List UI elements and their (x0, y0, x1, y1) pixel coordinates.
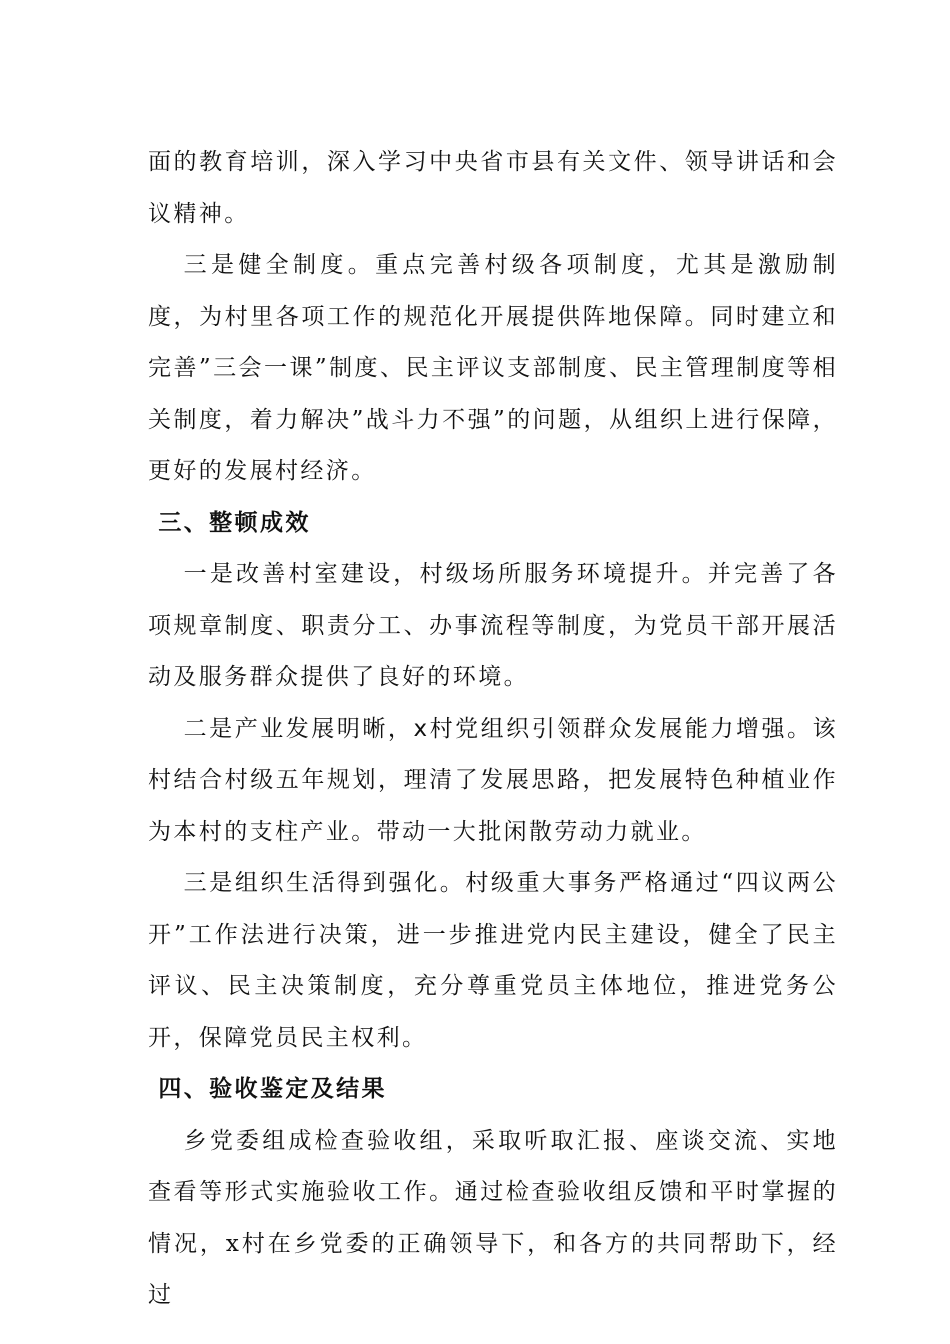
paragraph-lead: 一是改善村室建设，村级场所服务环境提升。 (183, 561, 708, 587)
paragraph-improve-system (148, 240, 838, 498)
paragraph-text: 乡党委组成检查验收组，采取听取汇报、座谈交流、实地查看等形式实施验收工作。通过检查验收组反馈和平时掌握的情况，x村在乡党委的正确领导下，和各方的共同帮助下，经过 (148, 1127, 838, 1308)
section-heading-results: 三、整顿成效 (158, 509, 311, 536)
paragraph-village-building (148, 549, 838, 704)
paragraph-continued (148, 137, 838, 240)
paragraph-text: 面的教育培训，深入学习中央省市县有关文件、领导讲话和会议精神。 (148, 149, 838, 227)
paragraph-lead: 二是产业发展明晰，x村党组织引领群众发展能力增强。 (183, 715, 813, 742)
paragraph-text: 并完善了各项规章制度、职责分工、办事流程等制度，为党员干部开展活动及服务群众提供了良好的环境。 (148, 561, 839, 690)
paragraph-lead: 三是组织生活得到强化。 (183, 870, 466, 896)
paragraph-text: 重点完善村级各项制度，尤其是激励制度，为村里各项工作的规范化开展提供阵地保障。同时建立和完善”三会一课”制度、民主评议支部制度、民主管理制度等相关制度，着力解决”战斗力不强”的问题，从组织上进行保障，更好的发展村经济。 (148, 252, 838, 484)
paragraph-lead: 三是健全制度。 (183, 252, 376, 278)
paragraph-text: 村级重大事务严格通过“四议两公开”工作法进行决策，进一步推进党内民主建设，健全了民主评议、民主决策制度，充分尊重党员主体地位，推进党务公开，保障党员民主权利。 (148, 870, 838, 1051)
paragraph-acceptance (148, 1116, 838, 1322)
paragraph-industry (148, 704, 838, 859)
paragraph-organization-life (148, 858, 838, 1064)
document-body (148, 137, 838, 1322)
section-heading-acceptance: 四、验收鉴定及结果 (158, 1076, 387, 1102)
paragraph-text: 该村结合村级五年规划，理清了发展思路，把发展特色种植业作为本村的支柱产业。带动一大批闲散劳动力就业。 (148, 715, 838, 845)
